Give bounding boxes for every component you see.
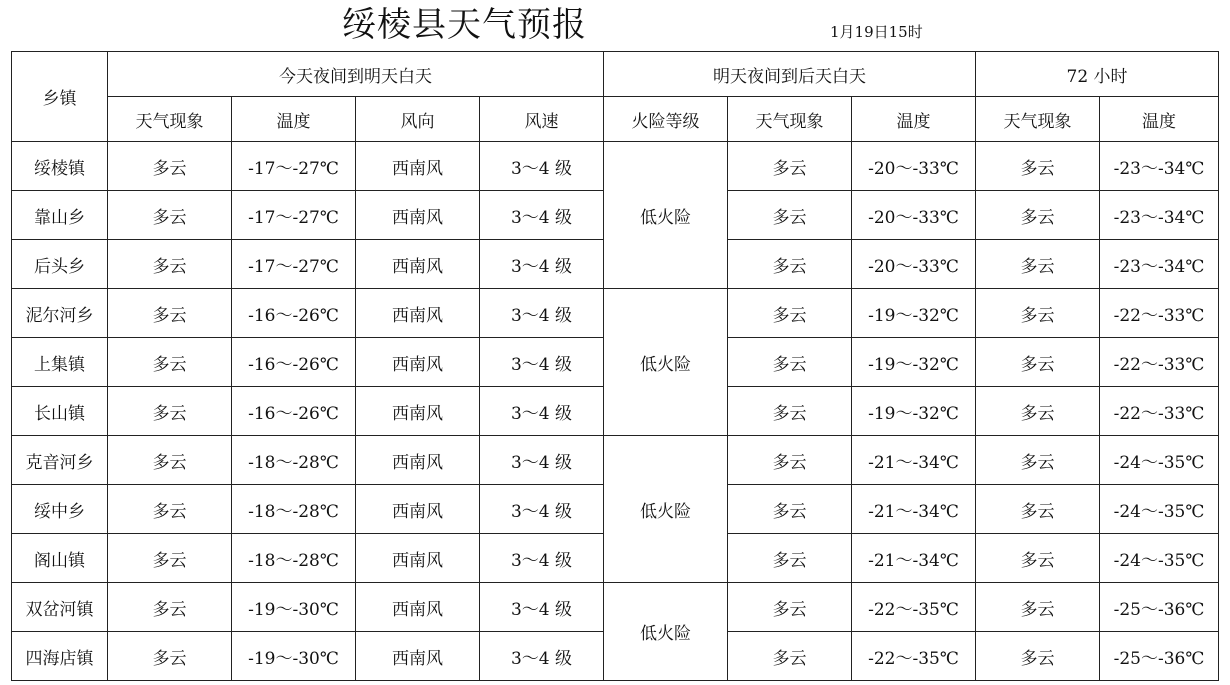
wind-speed-cell: 3～4 级 (480, 191, 604, 240)
weather-72h-cell: 多云 (976, 338, 1100, 387)
township-cell: 靠山乡 (12, 191, 108, 240)
weather-today-cell: 多云 (108, 142, 232, 191)
weather-tomorrow-cell: 多云 (728, 191, 852, 240)
table-row (12, 436, 1219, 485)
temp-72h-cell: -22～-33℃ (1100, 338, 1219, 387)
wind-speed-cell: 3～4 级 (480, 387, 604, 436)
temp-tomorrow-cell: -20～-33℃ (852, 142, 976, 191)
temp-today-cell: -17～-27℃ (232, 142, 356, 191)
weather-today-cell: 多云 (108, 338, 232, 387)
wind-direction-cell: 西南风 (356, 485, 480, 534)
weather-today-cell: 多云 (108, 289, 232, 338)
wind-speed-cell: 3～4 级 (480, 338, 604, 387)
wind-direction-cell: 西南风 (356, 338, 480, 387)
wind-speed-cell: 3～4 级 (480, 436, 604, 485)
township-cell: 泥尔河乡 (12, 289, 108, 338)
weather-tomorrow-cell: 多云 (728, 632, 852, 681)
weather-tomorrow-cell: 多云 (728, 436, 852, 485)
header-weather-today: 天气现象 (108, 97, 232, 142)
wind-speed-cell: 3～4 级 (480, 534, 604, 583)
weather-72h-cell: 多云 (976, 240, 1100, 289)
township-cell: 后头乡 (12, 240, 108, 289)
temp-72h-cell: -25～-36℃ (1100, 583, 1219, 632)
temp-72h-cell: -24～-35℃ (1100, 436, 1219, 485)
temp-tomorrow-cell: -21～-34℃ (852, 485, 976, 534)
township-cell: 绥棱镇 (12, 142, 108, 191)
temp-today-cell: -17～-27℃ (232, 191, 356, 240)
weather-tomorrow-cell: 多云 (728, 387, 852, 436)
header-temp-72h: 温度 (1100, 97, 1219, 142)
temp-today-cell: -19～-30℃ (232, 632, 356, 681)
header-temp-today: 温度 (232, 97, 356, 142)
temp-tomorrow-cell: -21～-34℃ (852, 534, 976, 583)
temp-72h-cell: -25～-36℃ (1100, 632, 1219, 681)
temp-today-cell: -17～-27℃ (232, 240, 356, 289)
header-weather-72h: 天气现象 (976, 97, 1100, 142)
temp-tomorrow-cell: -21～-34℃ (852, 436, 976, 485)
header-group-72h: 72 小时 (976, 52, 1219, 97)
weather-tomorrow-cell: 多云 (728, 338, 852, 387)
weather-72h-cell: 多云 (976, 191, 1100, 240)
weather-72h-cell: 多云 (976, 485, 1100, 534)
wind-direction-cell: 西南风 (356, 289, 480, 338)
wind-direction-cell: 西南风 (356, 632, 480, 681)
weather-tomorrow-cell: 多云 (728, 583, 852, 632)
wind-speed-cell: 3～4 级 (480, 583, 604, 632)
weather-72h-cell: 多云 (976, 142, 1100, 191)
weather-today-cell: 多云 (108, 191, 232, 240)
header-group-tomorrow: 明天夜间到后天白天 (604, 52, 976, 97)
weather-72h-cell: 多云 (976, 583, 1100, 632)
temp-today-cell: -18～-28℃ (232, 534, 356, 583)
table-row (12, 289, 1219, 338)
township-cell: 克音河乡 (12, 436, 108, 485)
fire-risk-cell: 低火险 (604, 583, 728, 681)
township-cell: 阁山镇 (12, 534, 108, 583)
temp-today-cell: -18～-28℃ (232, 436, 356, 485)
weather-tomorrow-cell: 多云 (728, 289, 852, 338)
temp-tomorrow-cell: -20～-33℃ (852, 191, 976, 240)
fire-risk-cell: 低火险 (604, 142, 728, 289)
weather-72h-cell: 多云 (976, 436, 1100, 485)
header-temp-tomorrow: 温度 (852, 97, 976, 142)
header-wind-speed: 风速 (480, 97, 604, 142)
temp-tomorrow-cell: -19～-32℃ (852, 338, 976, 387)
weather-today-cell: 多云 (108, 240, 232, 289)
temp-tomorrow-cell: -19～-32℃ (852, 387, 976, 436)
wind-direction-cell: 西南风 (356, 191, 480, 240)
header-row-groups (12, 52, 1219, 97)
wind-speed-cell: 3～4 级 (480, 240, 604, 289)
wind-direction-cell: 西南风 (356, 387, 480, 436)
wind-speed-cell: 3～4 级 (480, 289, 604, 338)
township-cell: 双岔河镇 (12, 583, 108, 632)
weather-today-cell: 多云 (108, 534, 232, 583)
temp-tomorrow-cell: -22～-35℃ (852, 632, 976, 681)
wind-direction-cell: 西南风 (356, 534, 480, 583)
weather-72h-cell: 多云 (976, 632, 1100, 681)
wind-direction-cell: 西南风 (356, 583, 480, 632)
weather-today-cell: 多云 (108, 632, 232, 681)
weather-today-cell: 多云 (108, 387, 232, 436)
page-title: 绥棱县天气预报 (342, 5, 587, 45)
temp-72h-cell: -23～-34℃ (1100, 191, 1219, 240)
header-township: 乡镇 (12, 52, 108, 142)
township-cell: 四海店镇 (12, 632, 108, 681)
issue-timestamp: 1月19日15时 (830, 23, 923, 41)
temp-today-cell: -16～-26℃ (232, 338, 356, 387)
township-cell: 上集镇 (12, 338, 108, 387)
township-cell: 长山镇 (12, 387, 108, 436)
temp-today-cell: -18～-28℃ (232, 485, 356, 534)
temp-72h-cell: -23～-34℃ (1100, 240, 1219, 289)
wind-speed-cell: 3～4 级 (480, 142, 604, 191)
temp-72h-cell: -22～-33℃ (1100, 387, 1219, 436)
weather-tomorrow-cell: 多云 (728, 534, 852, 583)
fire-risk-cell: 低火险 (604, 289, 728, 436)
weather-today-cell: 多云 (108, 485, 232, 534)
temp-today-cell: -19～-30℃ (232, 583, 356, 632)
weather-72h-cell: 多云 (976, 289, 1100, 338)
weather-72h-cell: 多云 (976, 387, 1100, 436)
weather-today-cell: 多云 (108, 436, 232, 485)
temp-tomorrow-cell: -22～-35℃ (852, 583, 976, 632)
temp-72h-cell: -23～-34℃ (1100, 142, 1219, 191)
township-cell: 绥中乡 (12, 485, 108, 534)
table-row (12, 142, 1219, 191)
forecast-table (11, 51, 1219, 681)
fire-risk-cell: 低火险 (604, 436, 728, 583)
weather-72h-cell: 多云 (976, 534, 1100, 583)
temp-tomorrow-cell: -19～-32℃ (852, 289, 976, 338)
header-row-columns (12, 97, 1219, 142)
wind-direction-cell: 西南风 (356, 142, 480, 191)
weather-tomorrow-cell: 多云 (728, 142, 852, 191)
header-group-today: 今天夜间到明天白天 (108, 52, 604, 97)
weather-tomorrow-cell: 多云 (728, 485, 852, 534)
temp-today-cell: -16～-26℃ (232, 387, 356, 436)
header-fire-risk: 火险等级 (604, 97, 728, 142)
temp-72h-cell: -24～-35℃ (1100, 485, 1219, 534)
wind-speed-cell: 3～4 级 (480, 632, 604, 681)
wind-direction-cell: 西南风 (356, 436, 480, 485)
table-row (12, 583, 1219, 632)
header-weather-tomorrow: 天气现象 (728, 97, 852, 142)
temp-72h-cell: -22～-33℃ (1100, 289, 1219, 338)
temp-today-cell: -16～-26℃ (232, 289, 356, 338)
weather-today-cell: 多云 (108, 583, 232, 632)
wind-speed-cell: 3～4 级 (480, 485, 604, 534)
temp-72h-cell: -24～-35℃ (1100, 534, 1219, 583)
header-wind-direction: 风向 (356, 97, 480, 142)
temp-tomorrow-cell: -20～-33℃ (852, 240, 976, 289)
weather-tomorrow-cell: 多云 (728, 240, 852, 289)
wind-direction-cell: 西南风 (356, 240, 480, 289)
